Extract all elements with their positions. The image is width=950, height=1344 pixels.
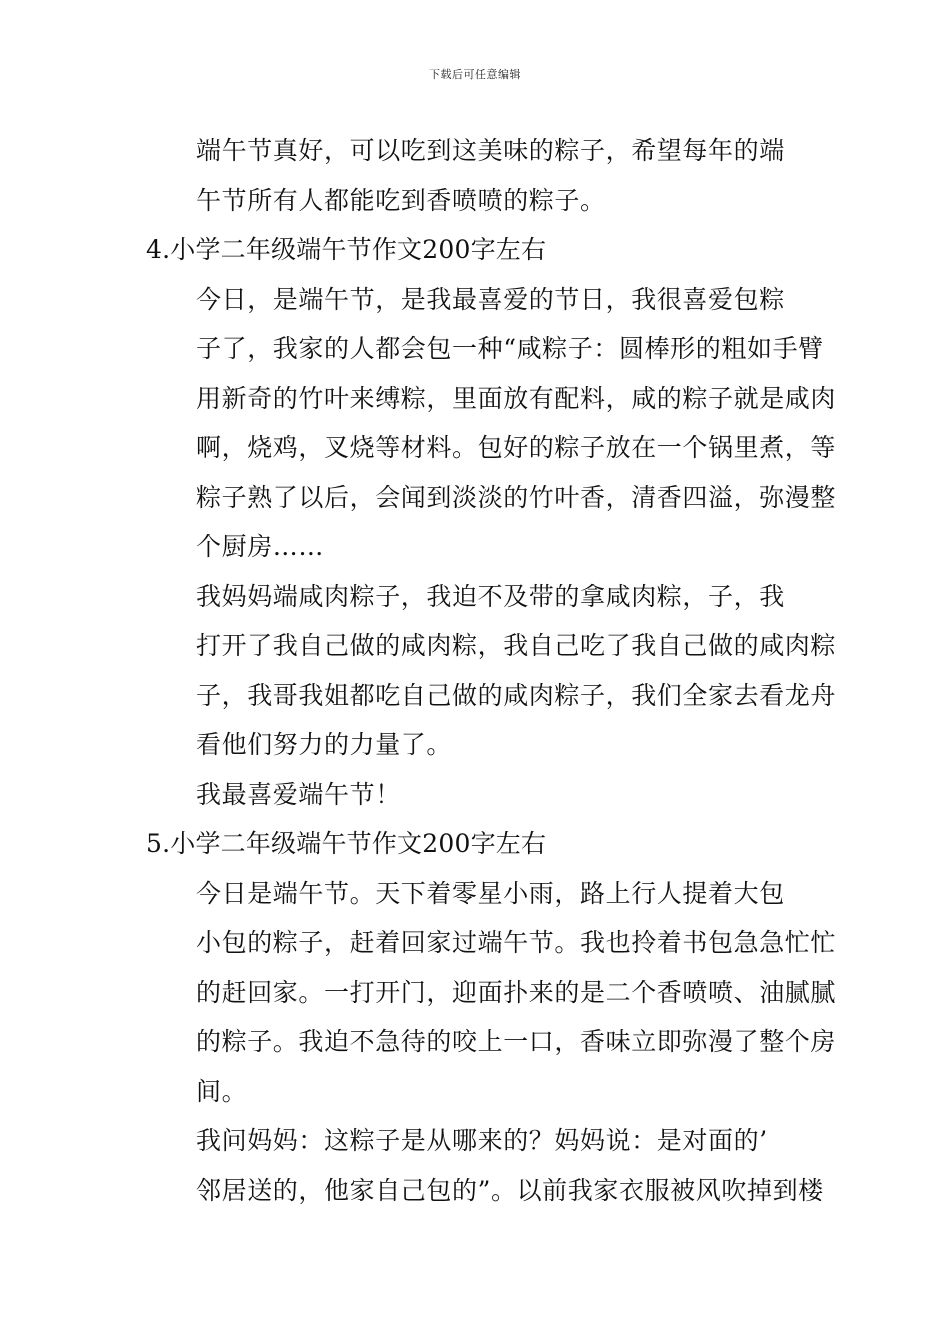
text-line: 打开了我自己做的咸肉粽，我自己吃了我自己做的咸肉粽: [196, 631, 837, 660]
paragraph: [146, 126, 808, 225]
text-line: 的赶回家。一打开门，迎面扑来的是二个香喷喷、油腻腻: [196, 977, 837, 1007]
paragraph: [146, 770, 808, 820]
paragraph: [146, 572, 837, 770]
paragraph: [146, 869, 837, 1117]
text-line: 今日，是端午节，是我最喜爱的节日，我很喜爱包粽: [196, 284, 785, 314]
text-line: 我问妈妈：这粽子是从哪来的？妈妈说：是对面的’: [196, 1126, 768, 1155]
text-line: 看他们努力的力量了。: [196, 730, 453, 759]
section-heading: [146, 819, 808, 869]
text-line: 个厨房……: [196, 532, 325, 561]
text-line: 子，我哥我姐都吃自己做的咸肉粽子，我们全家去看龙舟: [196, 680, 837, 710]
text-line: 粽子熟了以后，会闻到淡淡的竹叶香，清香四溢，弥漫整: [196, 482, 837, 512]
text-line: 小包的粽子，赶着回家过端午节。我也拎着书包急急忙忙: [196, 928, 837, 957]
paragraph: [146, 275, 837, 572]
text-line: 我妈妈端咸肉粽子，我迫不及带的拿咸肉粽，子，我: [196, 581, 785, 611]
heading-text: 4.小学二年级端午节作文200字左右: [146, 235, 547, 264]
text-line: 的粽子。我迫不急待的咬上一口，香味立即弥漫了整个房: [196, 1027, 837, 1056]
section-heading: [146, 225, 808, 275]
text-line: 间。: [196, 1076, 248, 1106]
text-line: 午节所有人都能吃到香喷喷的粽子。: [196, 185, 606, 215]
heading-text: 5.小学二年级端午节作文200字左右: [146, 829, 547, 858]
text-line: 邻居送的，他家自己包的”。以前我家衣服被风吹掉到楼: [196, 1175, 824, 1205]
paragraph: [146, 1116, 824, 1215]
page-header: 下载后可任意编辑: [429, 68, 521, 81]
text-line: 子了，我家的人都会包一种“咸粽子：圆棒形的粗如手臂: [196, 334, 824, 363]
text-line: 端午节真好，可以吃到这美味的粽子，希望每年的端: [196, 136, 785, 165]
text-line: 啊，烧鸡，叉烧等材料。包好的粽子放在一个锅里煮，等: [196, 433, 837, 462]
text-line: 我最喜爱端午节！: [196, 779, 401, 809]
text-line: 今日是端午节。天下着零星小雨，路上行人提着大包: [196, 878, 785, 908]
text-line: 用新奇的竹叶来缚粽，里面放有配料，咸的粽子就是咸肉: [196, 383, 837, 413]
document-body: [146, 126, 837, 1215]
